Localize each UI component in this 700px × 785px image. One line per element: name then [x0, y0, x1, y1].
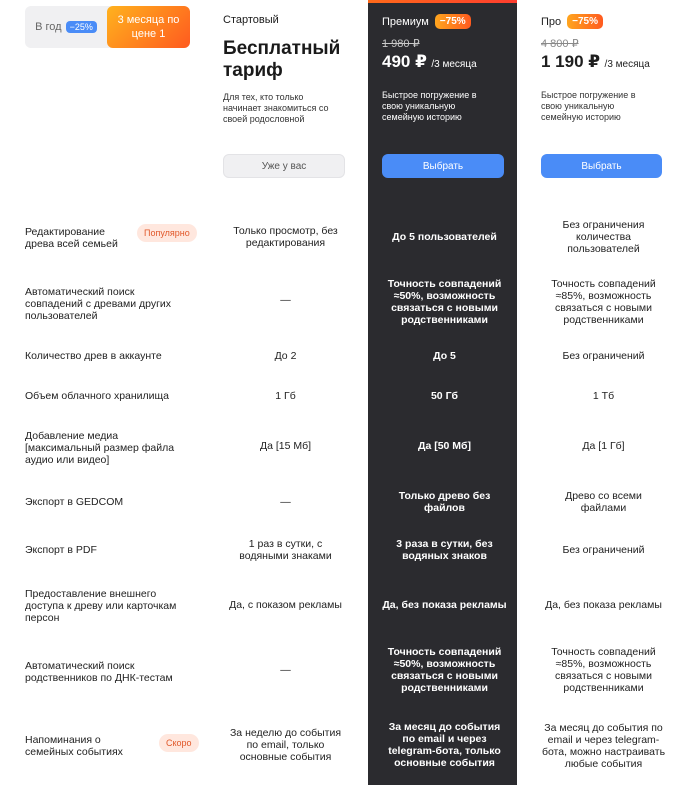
- plan-starter-description: Для тех, кто только начинает знакомиться со своей родословной: [223, 92, 329, 124]
- feature-cell-premium: Точность совпадений ≈50%, возможность связаться с новыми родственниками: [387, 646, 502, 694]
- period-toggle: [25, 6, 190, 48]
- premium-old-price: 1 980 ₽: [382, 38, 420, 50]
- feature-label: [25, 226, 190, 250]
- feature-cell-pro: Точность совпадений ≈85%, возможность связаться с новыми родственниками: [551, 646, 656, 694]
- feature-cell-starter: —: [280, 664, 291, 676]
- year-discount-badge: −25%: [66, 21, 97, 33]
- soon-tag: Скоро: [159, 734, 199, 752]
- plan-starter-name: Стартовый: [223, 14, 279, 26]
- feature-cell-pro: Без ограничений: [562, 350, 645, 362]
- pro-price-period: /3 месяца: [604, 59, 650, 70]
- feature-cell-pro: 1 Тб: [592, 390, 615, 402]
- feature-cell-starter: До 2: [274, 350, 297, 362]
- pro-price: 1 190 ₽: [541, 52, 601, 71]
- pro-discount-badge: −75%: [567, 14, 603, 29]
- feature-cell-premium: За месяц до события по email и через telegram-бота, только основные события: [388, 721, 501, 769]
- feature-label: Экспорт в GEDCOM: [25, 496, 124, 508]
- feature-cell-starter: Да, с показом рекламы: [229, 599, 342, 611]
- feature-cell-starter: —: [280, 496, 291, 508]
- feature-cell-pro: Древо со всеми файлами: [565, 490, 642, 514]
- feature-label: Автоматический поиск совпадений с древами других пользователей: [25, 286, 172, 322]
- feature-cell-premium: Только древо без файлов: [398, 490, 491, 514]
- plan-pro-description: Быстрое погружение в свою уникальную семейную историю: [541, 90, 636, 122]
- feature-cell-starter: 1 Гб: [275, 390, 296, 402]
- feature-cell-starter: —: [280, 294, 291, 306]
- feature-cell-premium: Да [50 Мб]: [417, 440, 472, 452]
- feature-label: Добавление медиа [максимальный размер файла аудио или видео]: [25, 430, 175, 466]
- feature-cell-pro: Да [1 Гб]: [582, 440, 625, 452]
- feature-cell-pro: За месяц до события по email и через telegram-бота, можно настраивать любые события: [541, 722, 666, 770]
- pro-old-price: 4 800 ₽: [541, 38, 579, 50]
- feature-cell-starter: Да [15 Мб]: [259, 440, 312, 452]
- premium-discount-badge: −75%: [435, 14, 471, 29]
- feature-label: Объем облачного хранилища: [25, 390, 170, 402]
- popular-tag: Популярно: [137, 224, 197, 242]
- plan-starter-title: Бесплатный тариф: [223, 38, 341, 81]
- plan-starter: [223, 14, 348, 82]
- feature-cell-premium: 50 Гб: [430, 390, 459, 402]
- feature-cell-premium: До 5 пользователей: [392, 231, 497, 243]
- premium-price: 490 ₽: [382, 52, 427, 71]
- period-year-label: В год: [35, 21, 62, 33]
- premium-price-period: /3 месяца: [431, 59, 477, 70]
- plan-premium: [382, 14, 507, 72]
- feature-cell-pro: Без ограничений: [562, 544, 645, 556]
- three-months-label: 3 месяца по цене 1: [117, 14, 180, 40]
- period-option-year[interactable]: [25, 6, 107, 48]
- feature-cell-pro: Без ограничения количества пользователей: [562, 219, 645, 255]
- feature-cell-pro: Точность совпадений ≈85%, возможность связаться с новыми родственниками: [551, 278, 656, 326]
- plan-pro: [541, 14, 666, 72]
- feature-cell-starter: Только просмотр, без редактирования: [233, 225, 338, 249]
- feature-label-text: Напоминания о семейных событиях: [25, 734, 123, 758]
- feature-cell-premium: 3 раза в сутки, без водяных знаков: [396, 538, 493, 562]
- feature-cell-pro: Да, без показа рекламы: [545, 599, 662, 611]
- feature-cell-premium: Да, без показа рекламы: [382, 599, 507, 611]
- current-plan-button: Уже у вас: [223, 154, 345, 178]
- feature-label: Экспорт в PDF: [25, 544, 97, 556]
- plan-premium-description: Быстрое погружение в свою уникальную семейную историю: [382, 90, 477, 122]
- plan-premium-name: Премиум: [382, 15, 429, 28]
- feature-cell-starter: 1 раз в сутки, с водяными знаками: [239, 538, 332, 562]
- select-pro-button[interactable]: Выбрать: [541, 154, 662, 178]
- feature-cell-premium: Точность совпадений ≈50%, возможность связаться с новыми родственниками: [387, 278, 502, 326]
- feature-label: Автоматический поиск родственников по ДНК-тестам: [25, 660, 173, 684]
- period-option-three-months[interactable]: [107, 6, 190, 48]
- feature-cell-premium: До 5: [433, 350, 456, 362]
- select-premium-button[interactable]: Выбрать: [382, 154, 504, 178]
- feature-label: Количество древ в аккаунте: [25, 350, 162, 362]
- feature-label-text: Редактирование древа всей семьей: [25, 226, 118, 250]
- feature-cell-starter: За неделю до события по email, только основные события: [229, 727, 342, 763]
- plan-pro-name: Про: [541, 15, 562, 28]
- feature-label: [25, 734, 192, 758]
- feature-label: Предоставление внешнего доступа к древу или карточкам персон: [25, 588, 177, 624]
